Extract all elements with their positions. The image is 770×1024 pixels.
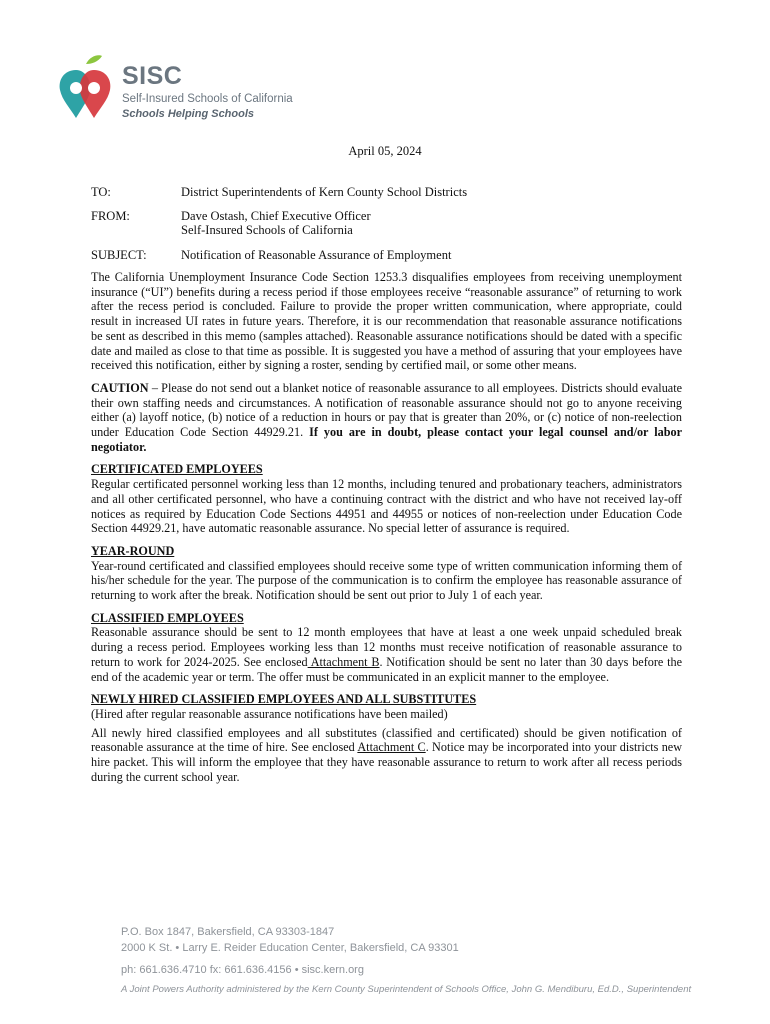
logo-subtitle: Self-Insured Schools of California xyxy=(122,93,293,105)
memo-date: April 05, 2024 xyxy=(348,144,422,158)
classified-heading: CLASSIFIED EMPLOYEES xyxy=(91,610,244,625)
classified-text-1: Reasonable assurance should be sent to 12 month employees that have at least a one week unpaid scheduled break during a recess period. Employees working less than 12 months must receive notification of reasonable assurance to return to work for 2024-2025. See enclosed xyxy=(91,625,682,669)
certificated-text: Regular certificated personnel working less than 12 months, including tenured and probationary teachers, administrators and all other certificated personnel, who have a continuing contract with the district and who have not received lay-off notices as required by Education Code Sections 44951 and 44955 or notices of non-reelection under Education Code Section 44929.21, have automatic reasonable assurance. No special letter of assurance is required. xyxy=(91,477,682,536)
logo-name: SISC xyxy=(122,62,183,90)
newhire-subheading: (Hired after regular reasonable assurance notifications have been mailed) xyxy=(91,706,448,721)
to-label: TO: xyxy=(91,185,111,199)
caution-paragraph xyxy=(91,381,682,455)
from-name: Dave Ostash, Chief Executive Officer xyxy=(181,209,371,223)
footer-street-address: 2000 K St. • Larry E. Reider Education Center, Bakersfield, CA 93301 xyxy=(121,942,459,954)
to-value: District Superintendents of Kern County School Districts xyxy=(181,185,468,199)
certificated-section xyxy=(91,462,682,536)
newhire-heading: NEWLY HIRED CLASSIFIED EMPLOYEES AND ALL SUBSTITUTES xyxy=(91,692,477,707)
subject-label: SUBJECT: xyxy=(91,248,147,262)
yearround-text: Year-round certificated and classified employees should receive some type of written communication informing them of his/her schedule for the year. The purpose of the communication is to confirm the employee has reasonable assurance of returning to work after the break. Notification should be sent out prior to July 1 of each year. xyxy=(91,558,682,603)
newhire-text-2: . Notice may be incorporated into your districts new hire packet. This will inform the employee that they have reasonable assurance to return to work after all recess periods during the current school year. xyxy=(91,740,683,784)
yearround-section xyxy=(91,544,682,603)
memo-body xyxy=(91,270,682,793)
footer-mailing-address: P.O. Box 1847, Bakersfield, CA 93303-1847 xyxy=(121,926,335,938)
newhire-paragraph xyxy=(91,726,682,785)
subject-value: Notification of Reasonable Assurance of Employment xyxy=(181,248,452,262)
from-label: FROM: xyxy=(91,209,130,223)
apple-pin-logo-icon xyxy=(56,52,120,124)
attachment-c-link[interactable]: Attachment C xyxy=(357,740,426,755)
from-value xyxy=(181,209,661,237)
footer-jpa-note: A Joint Powers Authority administered by the Kern County Superintendent of Schools Office, John G. Mendiburu, Ed.D., Superintendent xyxy=(121,984,692,995)
caution-bold: If you are in doubt, please contact your legal counsel and/or labor negotiator. xyxy=(91,425,682,454)
from-org: Self-Insured Schools of California xyxy=(181,223,353,237)
classified-text-2: . Notification should be sent no later than 30 days before the end of the academic year or term. The offer must be communicated in an explicit manner to the employee. xyxy=(91,654,682,684)
yearround-heading: YEAR-ROUND xyxy=(91,543,175,558)
classified-section xyxy=(91,611,682,685)
intro-paragraph: The California Unemployment Insurance Code Section 1253.3 disqualifies employees from receiving unemployment insurance (“UI”) benefits during a recess period if those employees receive “reasonable assurance” of returning to work after the recess period is concluded. Failure to provide the proper written communication, where appropriate, could result in increased UI rates in future years. Therefore, it is our recommendation that reasonable assurance notifications be sent as described in this memo (samples attached). Reasonable assurance notifications should be dated with a specific date and mailed as close to that time as possible. It is suggested you have a method of assuring that your employees have received this notification, either by signing a roster, sending by certified mail, or some other means. xyxy=(91,270,682,373)
newhire-text-1: All newly hired classified employees and all substitutes (classified and certificated) should be given notification of reasonable assurance at the time of hire. See enclosed xyxy=(91,725,682,755)
footer-contact: ph: 661.636.4710 fx: 661.636.4156 • sisc.kern.org xyxy=(121,964,364,976)
caution-label: CAUTION xyxy=(91,380,149,395)
certificated-heading: CERTIFICATED EMPLOYEES xyxy=(91,462,263,477)
newhire-section xyxy=(91,692,682,721)
attachment-b-link[interactable]: Attachment B xyxy=(307,654,380,669)
logo-tagline: Schools Helping Schools xyxy=(122,108,255,120)
caution-text: – Please do not send out a blanket notice of reasonable assurance to all employees. Districts should evaluate their own staffing needs and circumstances. A notification of reasonable assurance should not go to anyone receiving either (a) layoff notice, (b) notice of a reduction in hours or pay that is greater than 20%, or (c) notice of non-reelection under Education Code Section 44929.21. xyxy=(91,380,682,440)
sisc-logo xyxy=(56,52,296,124)
